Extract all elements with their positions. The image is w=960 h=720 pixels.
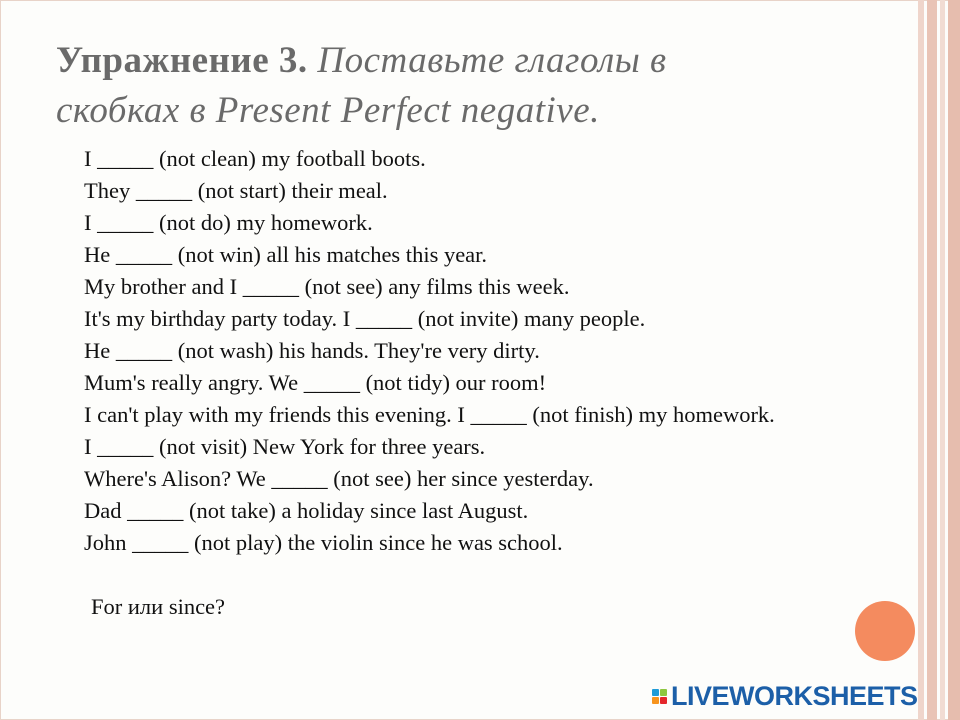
stripe (927, 0, 937, 720)
exercise-title (56, 36, 856, 136)
sentence-item: My brother and I _____ (not see) any films this week. (84, 274, 570, 299)
for-or-since-question: For или since? (91, 594, 226, 619)
sentence-item: I _____ (not do) my homework. (84, 210, 373, 235)
exercise-number: Упражнение 3. (56, 40, 308, 81)
stripe (948, 0, 960, 720)
orange-circle-decoration (855, 601, 915, 661)
sentence-item: Where's Alison? We _____ (not see) her since yesterday. (84, 466, 594, 491)
sentence-item: I _____ (not clean) my football boots. (84, 146, 426, 171)
stripe (918, 0, 924, 720)
sentence-item: He _____ (not wash) his hands. They're very dirty. (84, 338, 540, 363)
sentence-item: Dad _____ (not take) a holiday since last August. (84, 498, 529, 523)
liveworksheets-mark-icon (652, 689, 667, 704)
instruction-line-1: Поставьте глаголы в (317, 40, 667, 81)
sentence-item: I _____ (not visit) New York for three years. (84, 434, 486, 459)
sentence-item: They _____ (not start) their meal. (84, 178, 388, 203)
liveworksheets-wordmark: LIVEWORKSHEETS (671, 680, 918, 711)
sentence-item: It's my birthday party today. I _____ (not invite) many people. (84, 306, 646, 331)
sentence-list (84, 143, 824, 559)
stripe (940, 0, 945, 720)
sentence-item: He _____ (not win) all his matches this year. (84, 242, 488, 267)
sentence-item: John _____ (not play) the violin since he was school. (84, 530, 563, 555)
instruction-line-2: скобках в Present Perfect negative. (56, 90, 600, 131)
decorative-stripes (918, 0, 960, 720)
sentence-item: I can't play with my friends this evening. I _____ (not finish) my homework. (84, 402, 775, 427)
liveworksheets-logo (652, 682, 918, 710)
sentence-item: Mum's really angry. We _____ (not tidy) our room! (84, 370, 547, 395)
